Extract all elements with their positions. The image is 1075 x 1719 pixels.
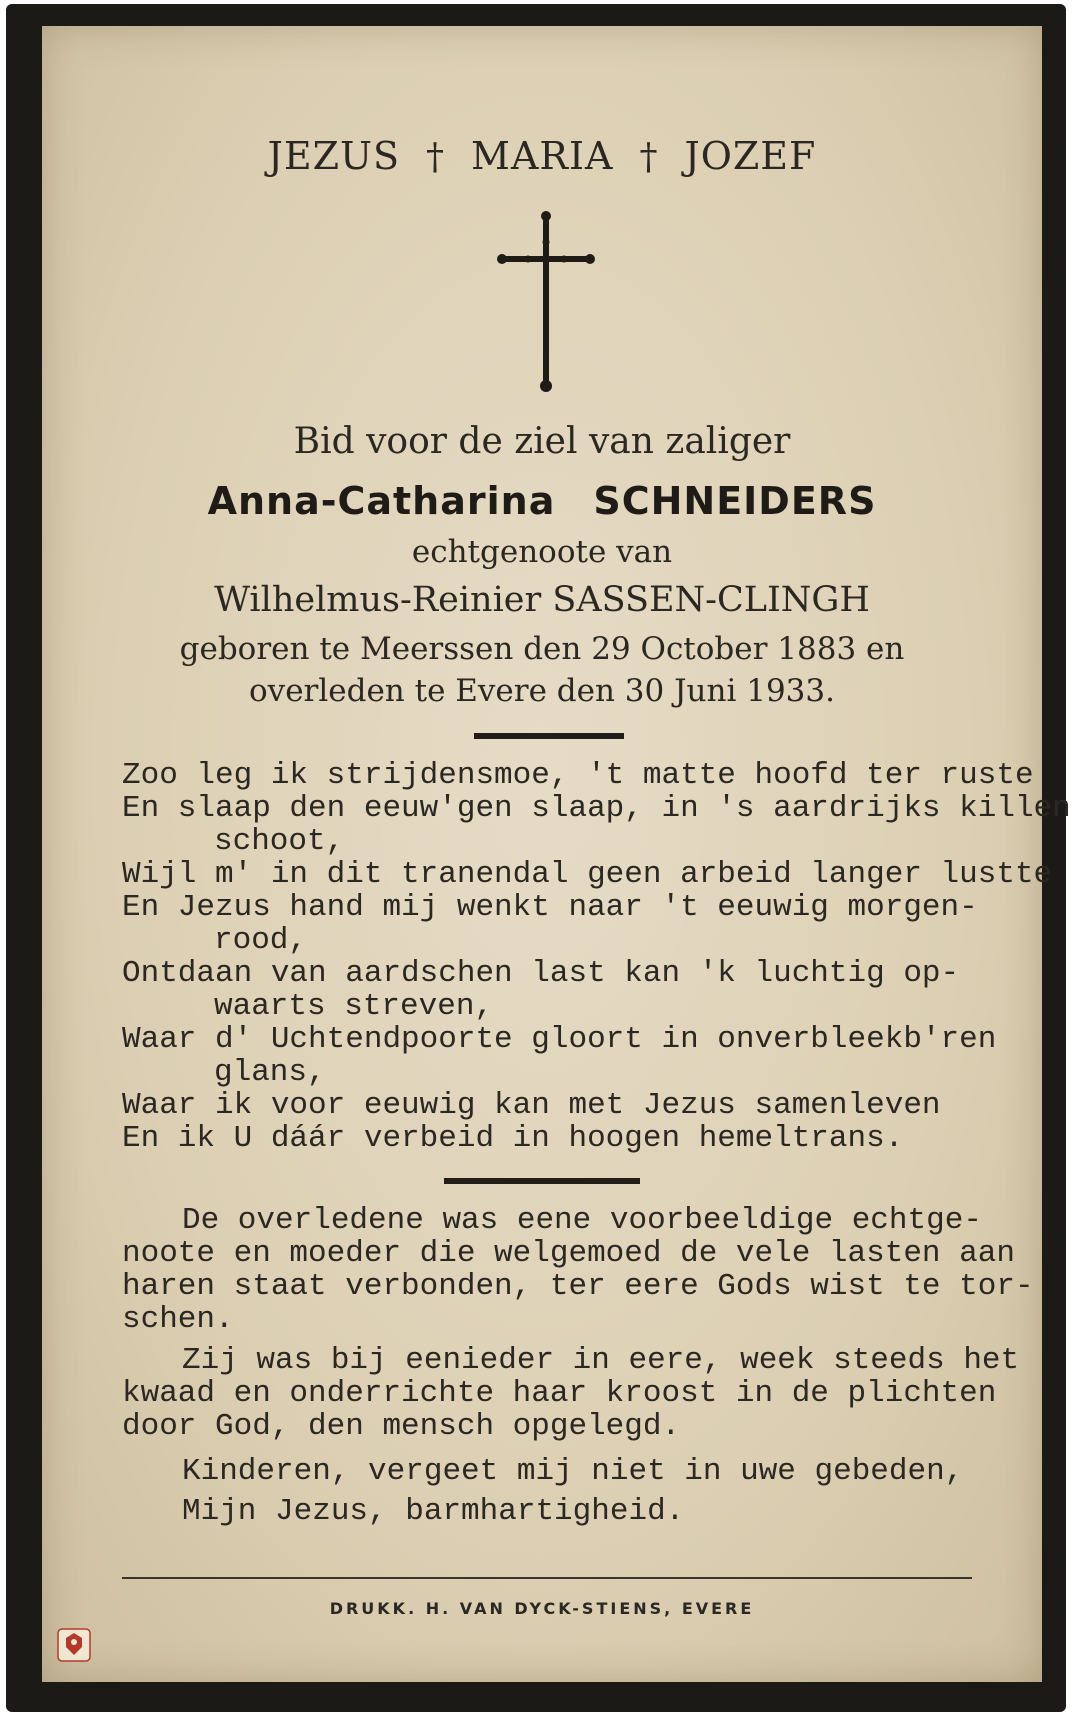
eulogy-line: Zij was bij eenieder in eere, week steeds het — [182, 1343, 1020, 1378]
spouse-line: Wilhelmus-Reinier SASSEN-CLINGH — [214, 580, 870, 620]
eulogy-line: De overledene was eene voorbeeldige echtge- — [182, 1203, 982, 1238]
poem — [122, 758, 1071, 1156]
deceased-first-names: Anna-Catharina — [207, 479, 556, 523]
divider-middle — [444, 1178, 640, 1184]
eulogy-line: kwaad en onderrichte haar kroost in de plichten — [122, 1376, 997, 1411]
header-separator-1: † — [426, 137, 446, 178]
crest-seal-icon — [56, 1625, 92, 1663]
header-maria: MARIA — [471, 134, 614, 178]
poem-line: glans, — [214, 1055, 326, 1090]
poem-line: waarts streven, — [214, 989, 494, 1024]
poem-line: Wijl m' in dit tranendal geen arbeid langer lustte — [122, 857, 1053, 892]
header-jezus: JEZUS — [267, 134, 401, 178]
latin-cross-icon — [496, 206, 596, 406]
poem-line: Zoo leg ik strijdensmoe, 't matte hoofd ter ruste — [122, 758, 1034, 793]
memorial-card — [6, 4, 1071, 1712]
poem-line: schoot, — [214, 824, 345, 859]
relation-line: echtgenoote van — [411, 534, 673, 570]
birth-line: geboren te Meerssen den 29 October 1883 en — [179, 631, 905, 667]
closing-invocation: Mijn Jezus, barmhartigheid. — [182, 1494, 685, 1529]
header-invocation — [42, 134, 1042, 178]
eulogy — [122, 1203, 1034, 1535]
card-paper — [42, 26, 1071, 1682]
poem-line: En ik U dáár verbeid in hoogen hemeltrans. — [122, 1121, 904, 1156]
header-separator-2: † — [639, 137, 659, 178]
footer-rule — [122, 1577, 972, 1579]
eulogy-line: noote en moeder die welgemoed de vele lasten aan — [122, 1236, 1015, 1271]
death-line: overleden te Evere den 30 Juni 1933. — [249, 673, 835, 709]
divider-top — [474, 733, 624, 739]
printer-credit: DRUKK. H. VAN DYCK-STIENS, EVERE — [329, 1599, 755, 1618]
poem-line: En slaap den eeuw'gen slaap, in 's aardrijks killen — [122, 791, 1071, 826]
deceased-name — [42, 479, 1042, 523]
poem-line: Waar d' Uchtendpoorte gloort in onverbleekb'ren — [122, 1022, 997, 1057]
poem-line: Waar ik voor eeuwig kan met Jezus samenleven — [122, 1088, 941, 1123]
deceased-surname: SCHNEIDERS — [593, 479, 877, 523]
poem-line: Ontdaan van aardschen last kan 'k luchtig op- — [122, 956, 960, 991]
eulogy-line: schen. — [122, 1302, 234, 1337]
eulogy-line: door God, den mensch opgelegd. — [122, 1409, 681, 1444]
poem-line: rood, — [214, 923, 308, 958]
eulogy-line: haren staat verbonden, ter eere Gods wist te tor- — [122, 1269, 1034, 1304]
poem-line: En Jezus hand mij wenkt naar 't eeuwig morgen- — [122, 890, 978, 925]
header-jozef: JOZEF — [684, 134, 817, 178]
closing-plea: Kinderen, vergeet mij niet in uwe gebeden, — [182, 1454, 964, 1489]
prayer-line: Bid voor de ziel van zaliger — [293, 421, 791, 462]
